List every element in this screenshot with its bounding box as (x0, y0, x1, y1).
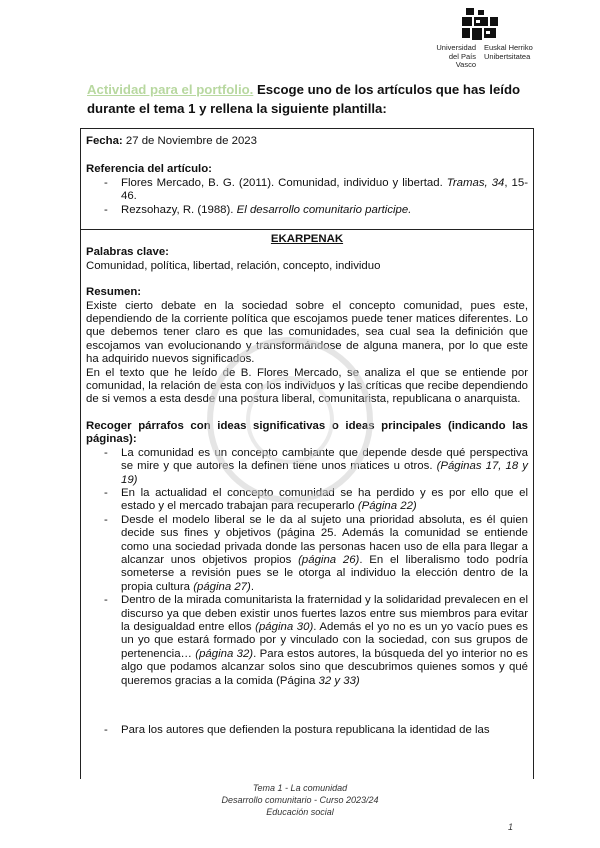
key-idea-item: - Para los autores que defienden la postura republicana la identidad de las (86, 724, 528, 737)
instruction-heading (87, 80, 527, 118)
key-idea-item: - En la actualidad el concepto comunidad se ha perdido y es por ello que el estado y el mercado trabajan para recuperarlo (Página 22) (86, 487, 528, 514)
footer-course: Desarrollo comunitario - Curso 2023/24 (221, 795, 379, 805)
date-line (86, 135, 528, 148)
section-title: EKARPENAK (270, 233, 344, 245)
summary-paragraph: Existe cierto debate en la sociedad sobre el concepto comunidad, pues este, dependiendo de la corriente política que escojamos puede tener matices diferentes. Lo que debemos tener claro es que las comunidades, sea cual sea la definición que escojamos van evolucionando y transformándose de alguna manera, por lo que este ha adquirido nuevos significados. (86, 299, 528, 366)
reference-item: - Flores Mercado, B. G. (2011). Comunidad, individuo y libertad. Tramas, 34, 15-46. (86, 177, 528, 204)
contributions-section (86, 233, 528, 737)
footer-degree: Educación social (266, 807, 334, 817)
footer-topic: Tema 1 - La comunidad (252, 783, 348, 793)
keywords-value: Comunidad, política, libertad, relación, concepto, individuo (86, 259, 381, 272)
summary-paragraph: En el texto que he leído de B. Flores Mercado, se analiza el que se entiende por comunidad, la relación de esta con los individuos y las críticas que recibe dependiendo de si vemos a esta desde una postura liberal, comunitarista, republicana o anarquista. (86, 366, 528, 406)
reference-label: Referencia del artículo: (86, 163, 212, 175)
portfolio-activity-label: Actividad para el portfolio. (87, 82, 254, 97)
logo-text-spanish: Universidad del País Vasco (436, 43, 476, 69)
reference-row (81, 129, 533, 230)
upv-ehu-logo-icon (460, 8, 500, 42)
instruction-text: Escoge uno de los artículos que has leído durante el tema 1 y rellena la siguiente plantilla: (87, 82, 521, 116)
page-number: 1 (508, 822, 514, 832)
key-ideas-list (86, 447, 528, 738)
date-label: Fecha: (86, 135, 123, 147)
reference-list (86, 177, 528, 217)
page-footer (0, 782, 600, 818)
summary-label: Resumen: (86, 286, 142, 299)
reference-item: - Rezsohazy, R. (1988). El desarrollo comunitario participe. (86, 204, 528, 217)
portfolio-template-table (80, 128, 534, 779)
date-value: 27 de Noviembre de 2023 (125, 135, 257, 147)
keywords-label: Palabras clave: (86, 246, 169, 259)
key-idea-item: - Dentro de la mirada comunitarista la fraternidad y la solidaridad prevalecen en el discurso ya que deben existir unos fuertes lazos entre sus miembros para evitar la desigualdad entre ellos (página 30). Además el yo no es un yo vacío pues es un yo que estará formado por y vinculado con la sociedad, con sus grupos de pertenencia… (página 32). Para estos autores, la búsqueda del yo interior no es algo que podamos alcanzar solos sino que descubrimos quienes somos y qué queremos gracias a la comida (Página 32 y 33) (86, 594, 528, 688)
logo-text-basque: Euskal Herriko Unibertsitatea (484, 43, 533, 61)
key-idea-item: - La comunidad es un concepto cambiante que depende desde qué perspectiva se mire y que autores la definen tiene unos matices u otros. (Páginas 17, 18 y 19) (86, 447, 528, 487)
paragraphs-label: Recoger párrafos con ideas significativas o ideas principales (indicando las páginas): (86, 419, 528, 446)
university-logo (428, 8, 568, 68)
key-idea-item: - Desde el modelo liberal se le da al sujeto una prioridad absoluta, es él quien decide sus fines y objetivos (página 25. Además la comunidad se entiende como una sociedad privada donde las personas hacen uso de ella para llegar a alcanzar unos objetivos propios (página 26). En el liberalismo todo podría someterse a revisión pues se le otorga al individuo la elección dentro de la propia cultura (página 27). (86, 514, 528, 594)
